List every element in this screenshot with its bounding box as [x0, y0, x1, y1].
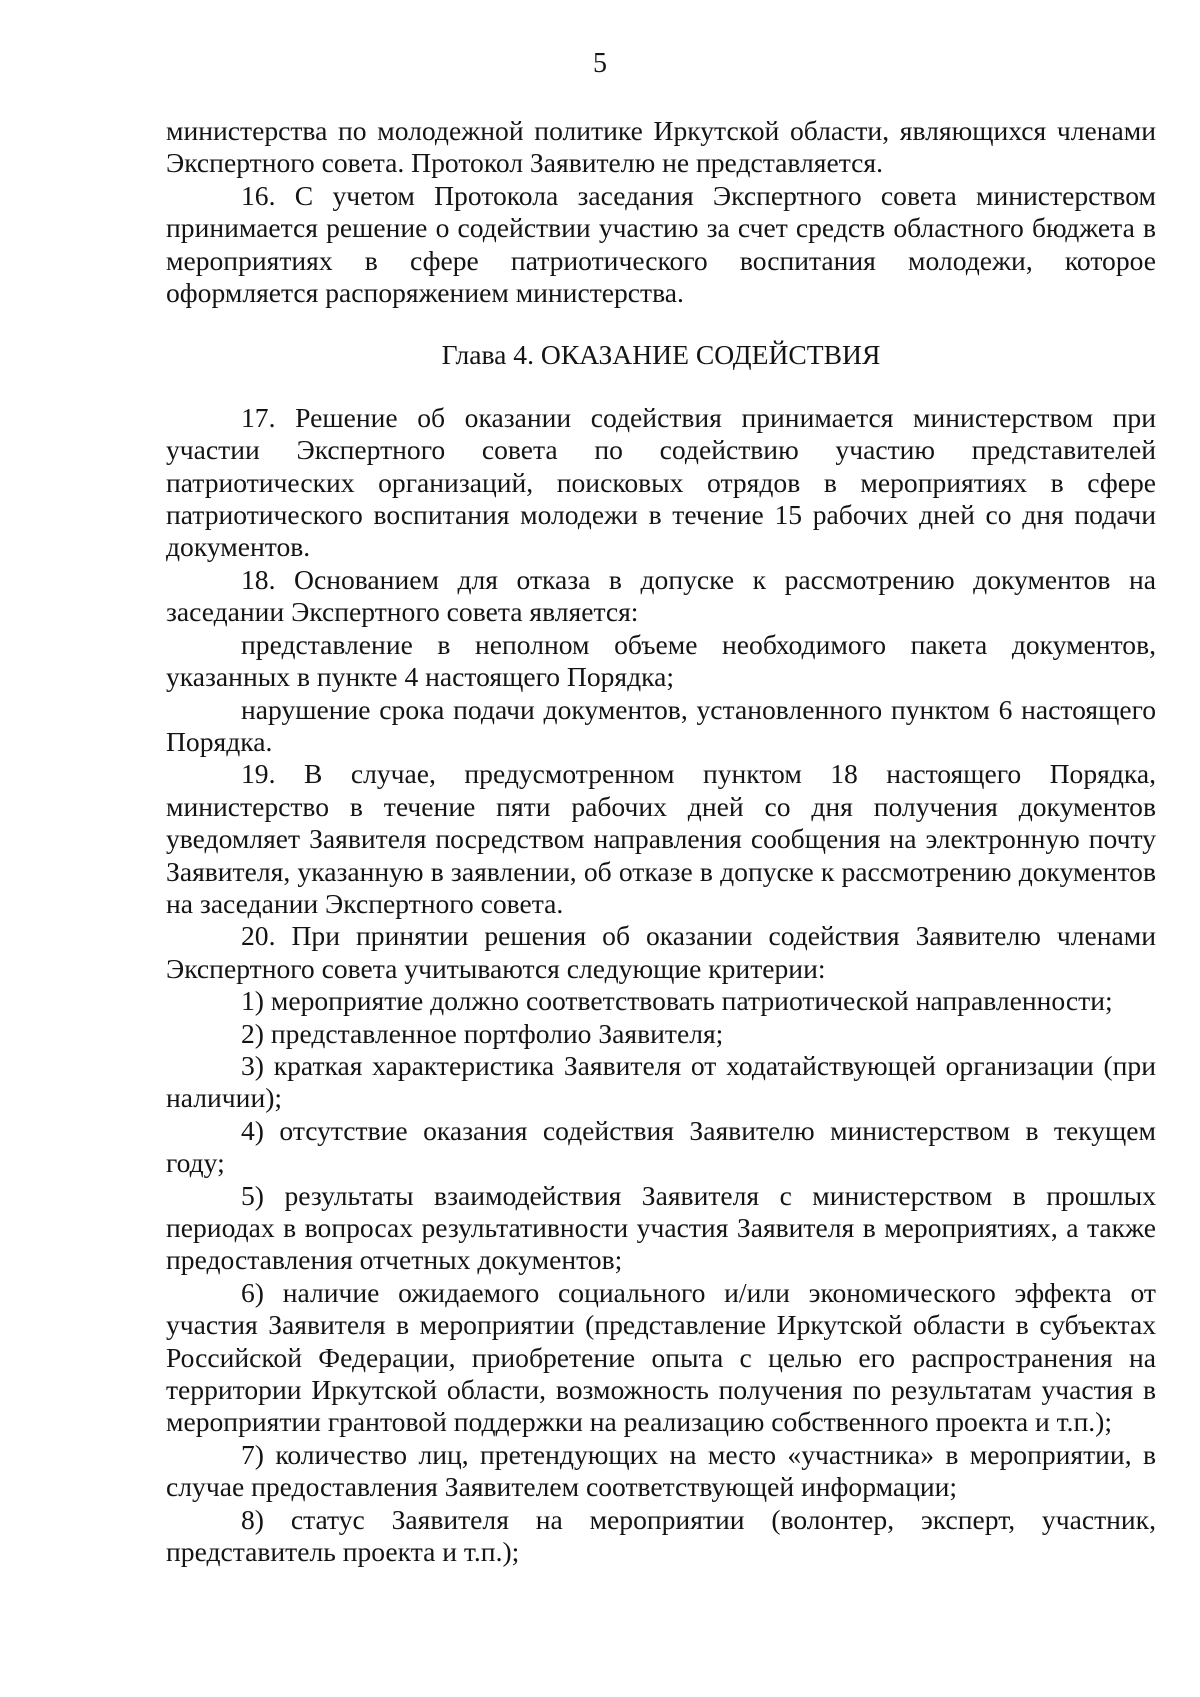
paragraph-continuation: министерства по молодежной политике Иркутской области, являющихся членами Экспертного совета. Протокол Заявителю не представляется.	[166, 115, 1156, 179]
criterion-2: 2) представленное портфолио Заявителя;	[241, 1017, 724, 1049]
paragraph-18-item-a: представление в неполном объеме необходимого пакета документов, указанных в пункте 4 настоящего Порядка;	[166, 628, 1156, 693]
paragraph-20: 20. При принятии решения об оказании содействия Заявителю членами Экспертного совета учитываются следующие критерии:	[166, 920, 1156, 984]
criterion-8: 8) статус Заявителя на мероприятии (волонтер, эксперт, участник, представитель проекта и т.п.);	[166, 1503, 1156, 1568]
criterion-6: 6) наличие ожидаемого социального и/или экономического эффекта от участия Заявителя в мероприятии (представление Иркутской области в субъектах Российской Федерации, приобретение опыта с целью его распространения на территории Иркутской области, возможность получения по результатам участия в мероприятии грантовой поддержки на реализацию собственного проекта и т.п.);	[166, 1276, 1156, 1438]
paragraph-17: 17. Решение об оказании содействия принимается министерством при участии Экспертного совета по содействию участию представителей патриотических организаций, поисковых отрядов в мероприятиях в сфере патриотического воспитания молодежи в течение 15 рабочих дней со дня подачи документов.	[166, 401, 1156, 563]
criterion-5: 5) результаты взаимодействия Заявителя с министерством в прошлых периодах в вопросах результативности участия Заявителя в мероприятиях, а также предоставления отчетных документов;	[166, 1179, 1156, 1276]
paragraph-19: 19. В случае, предусмотренном пунктом 18 настоящего Порядка, министерство в течение пяти рабочих дней со дня получения документов уведомляет Заявителя посредством направления сообщения на электронную почту Заявителя, указанную в заявлении, об отказе в допуске к рассмотрению документов на заседании Экспертного совета.	[166, 758, 1156, 919]
paragraph-18-item-b: нарушение срока подачи документов, установленного пунктом 6 настоящего Порядка.	[166, 693, 1156, 757]
document-body	[166, 115, 1156, 1568]
criterion-1: 1) мероприятие должно соответствовать патриотической направленности;	[241, 985, 1113, 1017]
criterion-7: 7) количество лиц, претендующих на место «участника» в мероприятии, в случае предоставления Заявителем соответствующей информации;	[166, 1438, 1156, 1503]
criterion-3: 3) краткая характеристика Заявителя от ходатайствующей организации (при наличии);	[166, 1049, 1156, 1114]
paragraph-16: 16. С учетом Протокола заседания Экспертного совета министерством принимается решение о содействии участию за счет средств областного бюджета в мероприятиях в сфере патриотического воспитания молодежи, которое оформляется распоряжением министерства.	[166, 179, 1156, 309]
chapter-heading: Глава 4. ОКАЗАНИЕ СОДЕЙСТВИЯ	[441, 339, 881, 371]
paragraph-18: 18. Основанием для отказа в допуске к рассмотрению документов на заседании Экспертного совета является:	[166, 563, 1156, 628]
criterion-4: 4) отсутствие оказания содействия Заявителю министерством в текущем году;	[166, 1114, 1156, 1179]
page-number: 5	[593, 48, 607, 79]
